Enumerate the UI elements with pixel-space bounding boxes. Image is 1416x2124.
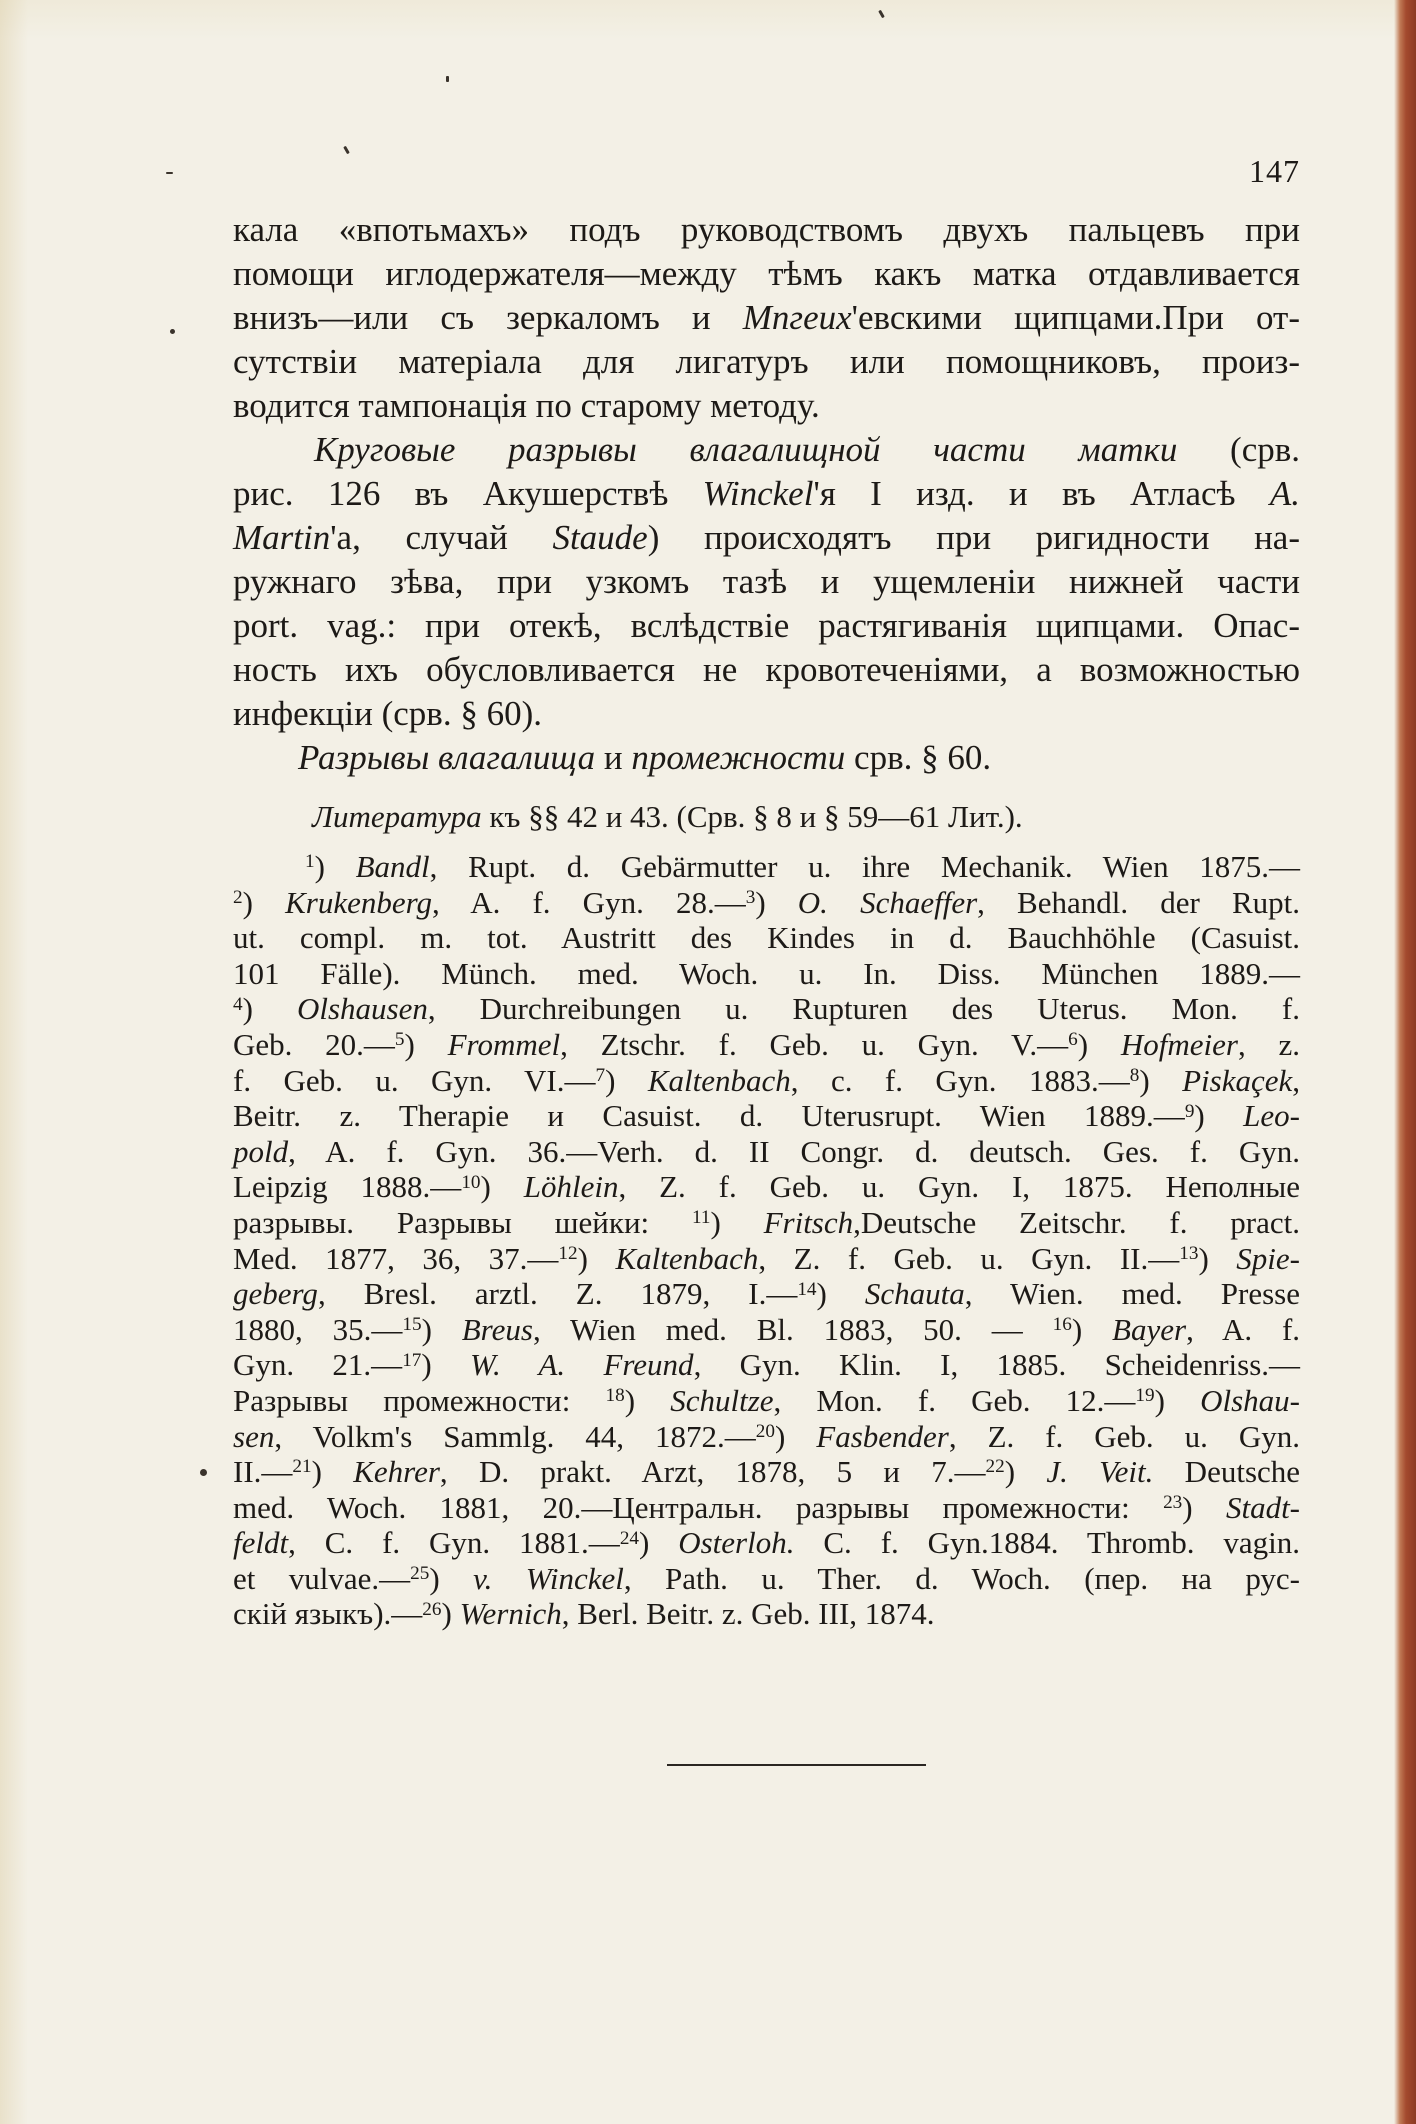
footnote-marker: 2 (233, 886, 243, 908)
footnote-line (233, 1454, 1300, 1490)
footnote-line (233, 1419, 1300, 1455)
footnote-marker: 8 (1129, 1064, 1140, 1086)
text-run: Med. 1877, 36, 37.— (233, 1240, 559, 1276)
footnote-marker: 13 (1179, 1242, 1199, 1264)
text-run: ) (1077, 1026, 1121, 1062)
text-run: рис. 126 въ Акушерствѣ (233, 474, 703, 513)
text-run: ut. compl. m. tot. Austritt des Kindes in d. Bauchhöhle (Casuist. (233, 920, 1300, 956)
text-run: , (1292, 1062, 1301, 1098)
text-run: ) (1154, 1382, 1201, 1418)
book-edge (1394, 0, 1416, 2124)
text-run: 'а, случай (330, 518, 553, 557)
footnote-marker: 18 (605, 1385, 625, 1407)
body-line (233, 252, 1300, 296)
page-number: 147 (1249, 153, 1300, 189)
footnote-marker: 3 (745, 886, 756, 908)
footnote-line (233, 1134, 1300, 1170)
footnote-paragraph (233, 849, 1300, 1632)
text-run: ) (314, 849, 356, 884)
text-run: , Berl. Beitr. z. Geb. III, 1874. (561, 1596, 935, 1632)
footnote-marker: 7 (595, 1064, 606, 1086)
text-run: C. f. Gyn.1884. Thromb. vagin. (794, 1525, 1301, 1561)
text-run: , Path. u. Ther. d. Woch. (пер. на рус- (623, 1560, 1300, 1596)
text-run: f. Geb. u. Gyn. VI.— (233, 1062, 596, 1098)
text-run: , A. f. Gyn. 36.—Verh. d. II Congr. d. deutsch. Ges. f. Gyn. (288, 1133, 1300, 1169)
footnote-line (233, 849, 1300, 885)
text-run: водится тампонація по старому методу. (233, 386, 820, 425)
body-line (233, 296, 1300, 340)
text-run: ) (1139, 1062, 1183, 1098)
italic-text: Fasbender (816, 1418, 949, 1454)
footnote-line (233, 1169, 1300, 1205)
scan-speck (446, 76, 449, 82)
text-run: и (595, 738, 632, 777)
text-run: ) (816, 1276, 865, 1312)
footnote-marker: 15 (402, 1314, 422, 1336)
text-run: ) (480, 1169, 524, 1205)
text-run: , Bresl. arztl. Z. 1879, I.— (317, 1276, 798, 1312)
text-run: ) (1004, 1454, 1047, 1490)
footnote-marker: 14 (797, 1278, 817, 1300)
italic-text: Разрывы влагалища (298, 738, 596, 777)
footnote-line (233, 1596, 1300, 1632)
scan-speck (878, 10, 885, 18)
footnote-line (233, 956, 1300, 992)
text-run: ) (1182, 1489, 1226, 1525)
text-run: 101 Fälle). Münch. med. Woch. u. In. Diss. München 1889.— (233, 955, 1300, 991)
body-paragraph (233, 428, 1300, 736)
body-line (233, 516, 1300, 560)
text-run: ) происходятъ при ригидности на- (647, 518, 1300, 557)
text-run: ) (242, 991, 297, 1027)
body-line (233, 428, 1300, 472)
text-run: , C. f. Gyn. 1881.— (288, 1525, 620, 1561)
main-text (233, 208, 1300, 780)
footnote-line (233, 1347, 1300, 1383)
text-run: , Z. f. Geb. u. Gyn. (948, 1418, 1301, 1454)
footnote-line (233, 1383, 1300, 1419)
text-run: 'евскими щипцами.При от- (851, 298, 1300, 337)
footnote-line (233, 1098, 1300, 1134)
text-run: , Rupt. d. Gebärmutter u. ihre Mechanik. Wien 1875.— (429, 849, 1300, 884)
body-line (233, 208, 1300, 252)
italic-text: Spie- (1236, 1240, 1300, 1276)
text-run: Geb. 20.— (233, 1026, 395, 1062)
italic-text: Mпгеих (742, 298, 852, 337)
text-run: ,Deutsche Zeitschr. f. pract. (853, 1204, 1300, 1240)
footnote-marker: 1 (305, 851, 315, 873)
scan-speck (170, 329, 175, 334)
footnote-marker: 5 (394, 1029, 405, 1051)
footnote-line (233, 1063, 1300, 1099)
italic-text: Schauta (864, 1276, 965, 1312)
body-paragraph (233, 208, 1300, 428)
italic-text: Olshausen (296, 991, 428, 1027)
footnote-marker: 17 (402, 1349, 422, 1371)
body-line (233, 384, 1300, 428)
footnote-marker: 19 (1135, 1385, 1155, 1407)
text-run: 'я I изд. и въ Атласѣ (813, 474, 1270, 513)
italic-text: промежности (631, 738, 846, 777)
text-run: инфекціи (срв. § 60). (233, 694, 542, 733)
italic-text: sen (233, 1418, 275, 1454)
italic-text: Piskaçek (1182, 1062, 1293, 1098)
text-run: , Wien med. Bl. 1883, 50. — (532, 1311, 1053, 1347)
body-line (233, 692, 1300, 736)
text-run: , z. (1237, 1026, 1300, 1062)
footnote-marker: 11 (691, 1207, 711, 1229)
footnote-marker: 22 (985, 1456, 1005, 1478)
text-run: ) (639, 1525, 679, 1561)
text-run: , A. f. Gyn. 28.— (432, 884, 746, 920)
italic-text: Stadt- (1225, 1489, 1301, 1525)
footnote-marker: 4 (233, 993, 243, 1015)
footnote-line (233, 1205, 1300, 1241)
italic-text: Leo- (1243, 1098, 1300, 1134)
footnote-marker: 23 (1163, 1492, 1183, 1514)
italic-text: Frommel (447, 1026, 561, 1062)
text-run: , Ztschr. f. Geb. u. Gyn. V.— (560, 1026, 1069, 1062)
footnote-marker: 16 (1052, 1314, 1072, 1336)
text-run: (срв. (1177, 430, 1301, 469)
text-run: ) (404, 1026, 448, 1062)
text-run: Beitr. z. Therapie и Casuist. d. Uterusrupt. Wien 1889.— (233, 1098, 1185, 1134)
text-run: ) (605, 1062, 648, 1098)
italic-text: Staude (552, 518, 648, 557)
text-run: ) (710, 1204, 764, 1240)
italic-text: Breus (461, 1311, 533, 1347)
text-run: med. Woch. 1881, 20.—Центральн. разрывы промежности: (233, 1489, 1164, 1525)
scan-speck (343, 146, 350, 154)
text-run: ) (429, 1560, 474, 1596)
text-run: , Volkm's Sammlg. 44, 1872.— (274, 1418, 756, 1454)
literature-line (233, 797, 1300, 837)
footnote-line (233, 885, 1300, 921)
italic-text: Kaltenbach (615, 1240, 759, 1276)
text-run: , Z. f. Geb. u. Gyn. I, 1875. Неполные (618, 1169, 1301, 1205)
text-run: сутствіи матеріала для лигатуръ или помощниковъ, произ- (233, 342, 1300, 381)
text-run: ) (1071, 1311, 1113, 1347)
text-run: Leipzig 1888.— (233, 1169, 462, 1205)
text-run: , Gyn. Klin. I, 1885. Scheidenriss.— (693, 1347, 1301, 1383)
text-run: et vulvae.— (233, 1560, 411, 1596)
footnote-marker: 9 (1184, 1100, 1195, 1122)
text-run: помощи иглодержателя—между тѣмъ какъ матка отдавливается (233, 254, 1300, 293)
italic-text: O. Schaeffer (797, 884, 978, 920)
text-run: ) (624, 1382, 671, 1418)
text-run: скій языкъ).— (233, 1596, 423, 1632)
italic-text: Kaltenbach (647, 1062, 791, 1098)
text-run: ) (441, 1596, 460, 1632)
footnote-line (233, 920, 1300, 956)
footnote-line (233, 1525, 1300, 1561)
text-run: ) (1198, 1240, 1237, 1276)
italic-text: Hofmeier (1120, 1026, 1238, 1062)
body-line (233, 472, 1300, 516)
text-run: ) (242, 884, 286, 920)
scan-speck (166, 172, 173, 174)
footnote-line (233, 1561, 1300, 1597)
text-run: кала «впотьмахъ» подъ руководствомъ двухъ пальцевъ при (233, 210, 1300, 249)
footnotes (233, 849, 1300, 1632)
body-paragraph (233, 736, 1300, 780)
literature-heading (233, 797, 1300, 837)
text-run: ружнаго зѣва, при узкомъ тазѣ и ущемленіи нижней части (233, 562, 1300, 601)
text-run: 1880, 35.— (233, 1311, 403, 1347)
italic-text: Fritsch (763, 1204, 854, 1240)
body-line (233, 604, 1300, 648)
body-line (233, 560, 1300, 604)
text-run: Разрывы промежности: (233, 1382, 606, 1418)
text-run: ) (1194, 1098, 1244, 1134)
italic-text: Löhlein (523, 1169, 619, 1205)
text-run: , c. f. Gyn. 1883.— (790, 1062, 1130, 1098)
footnote-line (233, 1312, 1300, 1348)
footnote-marker: 10 (461, 1171, 481, 1193)
body-line (233, 648, 1300, 692)
footnote-line (233, 1490, 1300, 1526)
text-run: , A. f. (1186, 1311, 1301, 1347)
text-run: разрывы. Разрывы шейки: (233, 1204, 692, 1240)
text-run: , D. prakt. Arzt, 1878, 5 и 7.— (439, 1454, 986, 1490)
text-run: Deutsche (1153, 1454, 1301, 1490)
text-run: , Wien. med. Presse (964, 1276, 1301, 1312)
text-run: ) (577, 1240, 616, 1276)
footnote-marker: 6 (1068, 1029, 1078, 1051)
text-run: къ §§ 42 и 43. (Срв. § 8 и § 59—61 Лит.). (481, 799, 1023, 834)
italic-text: Kehrer (353, 1454, 440, 1490)
italic-text: Krukenberg (285, 884, 433, 920)
italic-text: Olshau- (1200, 1382, 1300, 1418)
italic-text: Wernich (459, 1596, 562, 1632)
text-run: ) (755, 884, 798, 920)
text-run: , Mon. f. Geb. 12.— (773, 1382, 1136, 1418)
text-run: port. vag.: при отекѣ, вслѣдствіе растягиванія щипцами. Опас- (233, 606, 1300, 645)
footnote-marker: 21 (292, 1456, 312, 1478)
italic-text: W. A. Freund (470, 1347, 694, 1383)
text-run: , Z. f. Geb. u. Gyn. II.— (758, 1240, 1180, 1276)
italic-text: Winckel (702, 474, 814, 513)
text-run: ) (774, 1418, 817, 1454)
footnote-marker: 25 (410, 1563, 430, 1585)
italic-text: Osterloh. (678, 1525, 795, 1561)
body-line (233, 736, 1300, 780)
italic-text: Schultze (670, 1382, 774, 1418)
text-run: , Behandl. der Rupt. (977, 884, 1300, 920)
text-run: срв. § 60. (845, 738, 992, 777)
footnote-line (233, 1241, 1300, 1277)
text-run: ность ихъ обусловливается не кровотеченіями, а возможностью (233, 650, 1300, 689)
italic-text: feldt (233, 1525, 289, 1561)
text-run: ) (311, 1454, 354, 1490)
body-line (233, 340, 1300, 384)
footnote-marker: 20 (755, 1420, 775, 1442)
end-rule (667, 1764, 926, 1766)
italic-text: Круговые разрывы влагалищной части матки (314, 430, 1178, 469)
italic-text: Martin (233, 518, 331, 557)
text-run: , Durchreibungen u. Rupturen des Uterus. Mon. f. (427, 991, 1300, 1027)
italic-text: Bayer (1112, 1311, 1187, 1347)
footnote-line (233, 991, 1300, 1027)
scan-speck (200, 1469, 207, 1476)
italic-text: J. Veit. (1046, 1454, 1154, 1490)
footnote-line (233, 1027, 1300, 1063)
footnote-line (233, 1276, 1300, 1312)
text-run: внизъ—или съ зеркаломъ и (233, 298, 743, 337)
italic-text: A. (1269, 474, 1300, 513)
italic-text: pold (233, 1133, 289, 1169)
literature-paragraph (233, 797, 1300, 837)
text-run: ) (421, 1311, 462, 1347)
text-run: Gyn. 21.— (233, 1347, 403, 1383)
text-run: ) (421, 1347, 471, 1383)
footnote-marker: 24 (619, 1527, 640, 1549)
italic-text: geberg (233, 1276, 318, 1312)
italic-text: v. Winckel (473, 1560, 624, 1596)
footnote-marker: 12 (558, 1242, 578, 1264)
italic-text: Литература (312, 799, 482, 834)
italic-text: Bandl (355, 849, 430, 884)
footnote-marker: 26 (422, 1598, 442, 1620)
text-run: II.— (233, 1454, 293, 1490)
